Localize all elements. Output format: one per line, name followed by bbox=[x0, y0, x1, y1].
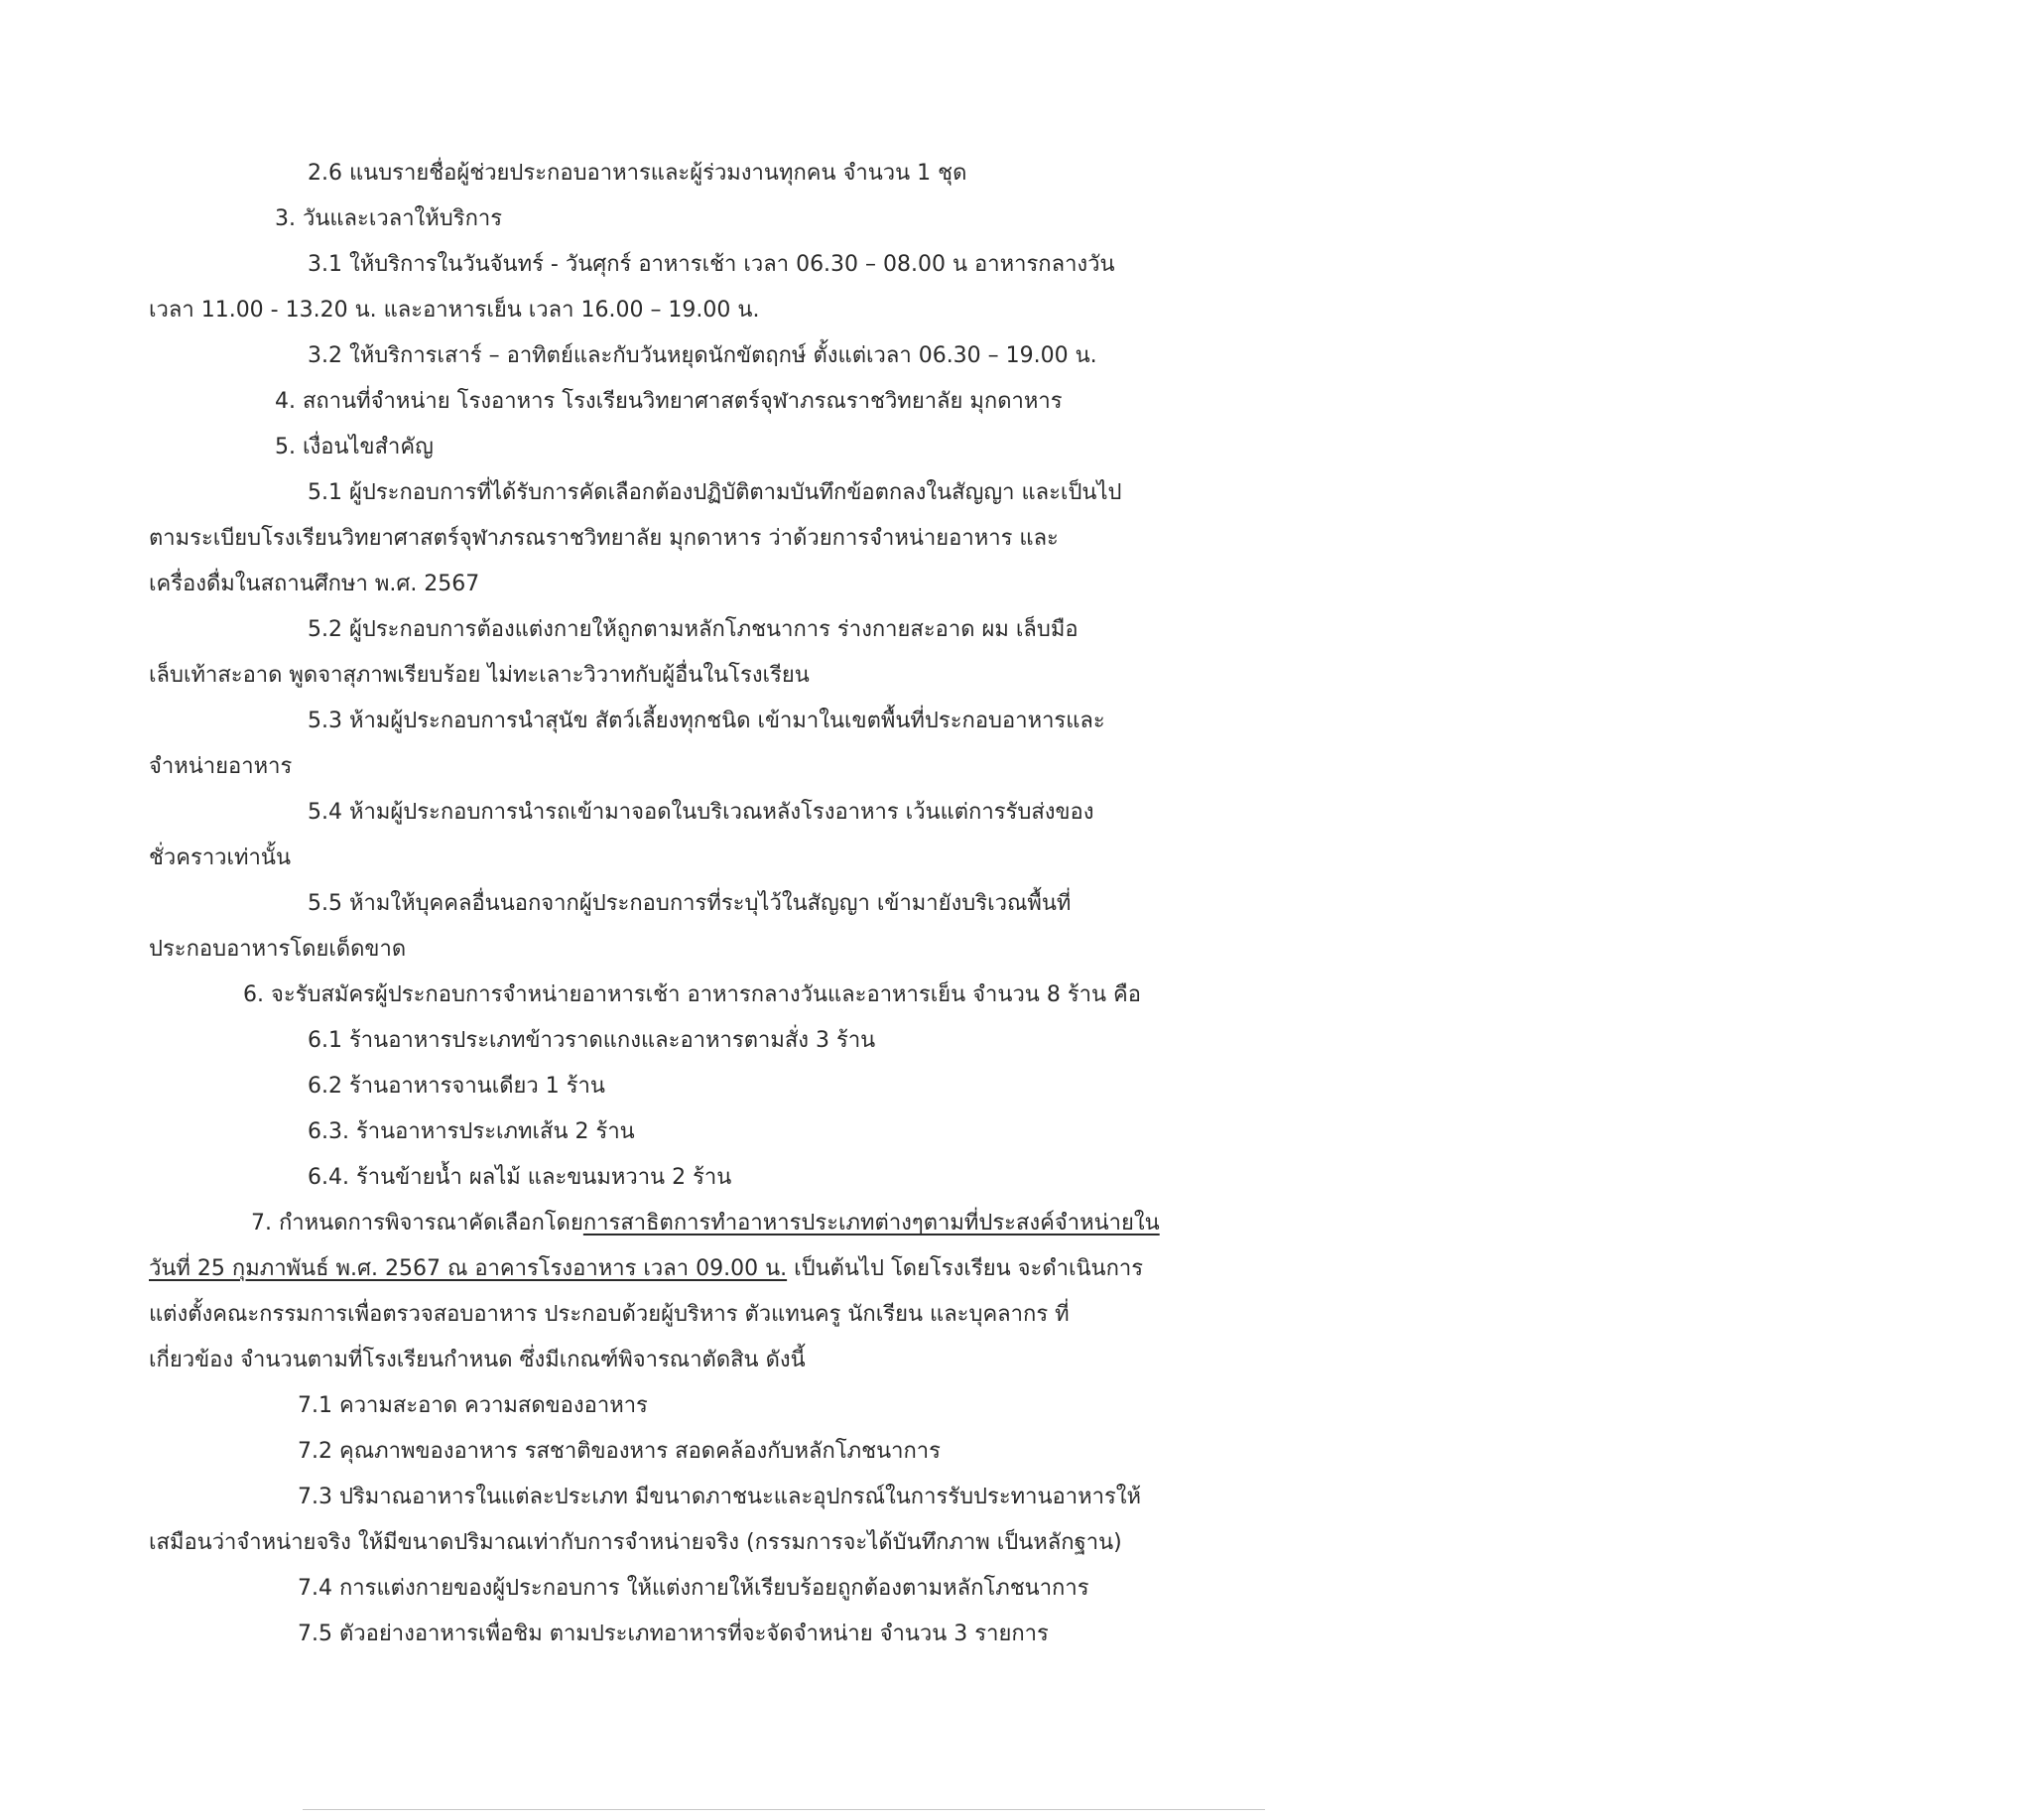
text-line-6-2: 6.2 ร้านอาหารจานเดียว 1 ร้าน bbox=[308, 1074, 605, 1099]
heading-3: 3. วันและเวลาให้บริการ bbox=[275, 206, 503, 231]
text-line-5-5-cont: ประกอบอาหารโดยเด็ดขาด bbox=[149, 937, 407, 962]
text-line-5-1-cont: ตามระเบียบโรงเรียนวิทยาศาสตร์จุฬาภรณราชวิทยาลัย มุกดาหาร ว่าด้วยการจำหน่ายอาหาร และ bbox=[149, 526, 1059, 551]
text-line-7-4: 7.4 การแต่งกายของผู้ประกอบการ ให้แต่งกายให้เรียบร้อยถูกต้องตามหลักโภชนาการ bbox=[298, 1576, 1089, 1601]
heading-4: 4. สถานที่จำหน่าย โรงอาหาร โรงเรียนวิทยาศาสตร์จุฬาภรณราชวิทยาลัย มุกดาหาร bbox=[275, 389, 1063, 414]
text-line-7-cont bbox=[149, 1254, 1143, 1284]
text-line-5-4-cont: ชั่วคราวเท่านั้น bbox=[149, 845, 291, 870]
text-line-7-cont4: เกี่ยวข้อง จำนวนตามที่โรงเรียนกำหนด ซึ่งมีเกณฑ์พิจารณาตัดสิน ดังนี้ bbox=[149, 1348, 806, 1372]
text-line-7-3-cont: เสมือนว่าจำหน่ายจริง ให้มีขนาดปริมาณเท่ากับการจำหน่ายจริง (กรรมการจะได้บันทึกภาพ เป็นหลักฐาน) bbox=[149, 1530, 1122, 1555]
heading-6: 6. จะรับสมัครผู้ประกอบการจำหน่ายอาหารเช้า อาหารกลางวันและอาหารเย็น จำนวน 8 ร้าน คือ bbox=[243, 982, 1141, 1007]
text-line-3-1-cont: เวลา 11.00 - 13.20 น. และอาหารเย็น เวลา 16.00 – 19.00 น. bbox=[149, 298, 760, 323]
text-line-6-4: 6.4. ร้านข้ายน้ำ ผลไม้ และขนมหวาน 2 ร้าน bbox=[308, 1165, 732, 1190]
text-line-5-1-cont2: เครื่องดื่มในสถานศึกษา พ.ศ. 2567 bbox=[149, 572, 480, 596]
text-line-5-2: 5.2 ผู้ประกอบการต้องแต่งกายให้ถูกตามหลักโภชนาการ ร่างกายสะอาด ผม เล็บมือ bbox=[308, 617, 1079, 642]
heading-7-underlined-2: วันที่ 25 กุมภาพันธ์ พ.ศ. 2567 ณ อาคารโรงอาหาร เวลา 09.00 น. bbox=[149, 1256, 788, 1281]
text-line-7-5: 7.5 ตัวอย่างอาหารเพื่อชิม ตามประเภทอาหารที่จะจัดจำหน่าย จำนวน 3 รายการ bbox=[298, 1622, 1049, 1646]
text-line-5-4: 5.4 ห้ามผู้ประกอบการนำรถเข้ามาจอดในบริเวณหลังโรงอาหาร เว้นแต่การรับส่งของ bbox=[308, 800, 1094, 825]
heading-7 bbox=[251, 1209, 1160, 1238]
text-line-5-2-cont: เล็บเท้าสะอาด พูดจาสุภาพเรียบร้อย ไม่ทะเลาะวิวาทกับผู้อื่นในโรงเรียน bbox=[149, 663, 810, 688]
text-line-7-cont3: แต่งตั้งคณะกรรมการเพื่อตรวจสอบอาหาร ประกอบด้วยผู้บริหาร ตัวแทนครู นักเรียน และบุคลากร ที่ bbox=[149, 1302, 1070, 1327]
heading-7-prefix: 7. กำหนดการพิจารณาคัดเลือกโดย bbox=[251, 1211, 583, 1235]
text-line-5-5: 5.5 ห้ามให้บุคคลอื่นนอกจากผู้ประกอบการที่ระบุไว้ในสัญญา เข้ามายังบริเวณพื้นที่ bbox=[308, 891, 1072, 916]
heading-5: 5. เงื่อนไขสำคัญ bbox=[275, 435, 434, 459]
text-line-2-6: 2.6 แนบรายชื่อผู้ช่วยประกอบอาหารและผู้ร่วมงานทุกคน จำนวน 1 ชุด bbox=[308, 161, 967, 186]
text-line-7-2: 7.2 คุณภาพของอาหาร รสชาติของหาร สอดคล้องกับหลักโภชนาการ bbox=[298, 1439, 941, 1464]
heading-7-cont-2: เป็นต้นไป โดยโรงเรียน จะดำเนินการ bbox=[787, 1256, 1144, 1281]
text-line-5-3: 5.3 ห้ามผู้ประกอบการนำสุนัข สัตว์เลี้ยงทุกชนิด เข้ามาในเขตพื้นที่ประกอบอาหารและ bbox=[308, 709, 1105, 733]
text-line-7-3: 7.3 ปริมาณอาหารในแต่ละประเภท มีขนาดภาชนะและอุปกรณ์ในการรับประทานอาหารให้ bbox=[298, 1485, 1142, 1509]
text-line-6-1: 6.1 ร้านอาหารประเภทข้าวราดแกงและอาหารตามสั่ง 3 ร้าน bbox=[308, 1028, 876, 1053]
text-line-7-1: 7.1 ความสะอาด ความสดของอาหาร bbox=[298, 1393, 648, 1418]
text-line-5-1: 5.1 ผู้ประกอบการที่ได้รับการคัดเลือกต้องปฏิบัติตามบันทึกข้อตกลงในสัญญา และเป็นไป bbox=[308, 480, 1122, 505]
text-line-3-1: 3.1 ให้บริการในวันจันทร์ - วันศุกร์ อาหารเช้า เวลา 06.30 – 08.00 น อาหารกลางวัน bbox=[308, 252, 1115, 277]
text-line-5-3-cont: จำหน่ายอาหาร bbox=[149, 754, 293, 779]
text-line-6-3: 6.3. ร้านอาหารประเภทเส้น 2 ร้าน bbox=[308, 1119, 635, 1144]
text-line-3-2: 3.2 ให้บริการเสาร์ – อาทิตย์และกับวันหยุดนักขัตฤกษ์ ตั้งแต่เวลา 06.30 – 19.00 น. bbox=[308, 343, 1097, 368]
heading-7-underlined-1: การสาธิตการทำอาหารประเภทต่างๆตามที่ประสงค์จำหน่ายใน bbox=[582, 1211, 1160, 1235]
bottom-rule bbox=[303, 1809, 1265, 1810]
